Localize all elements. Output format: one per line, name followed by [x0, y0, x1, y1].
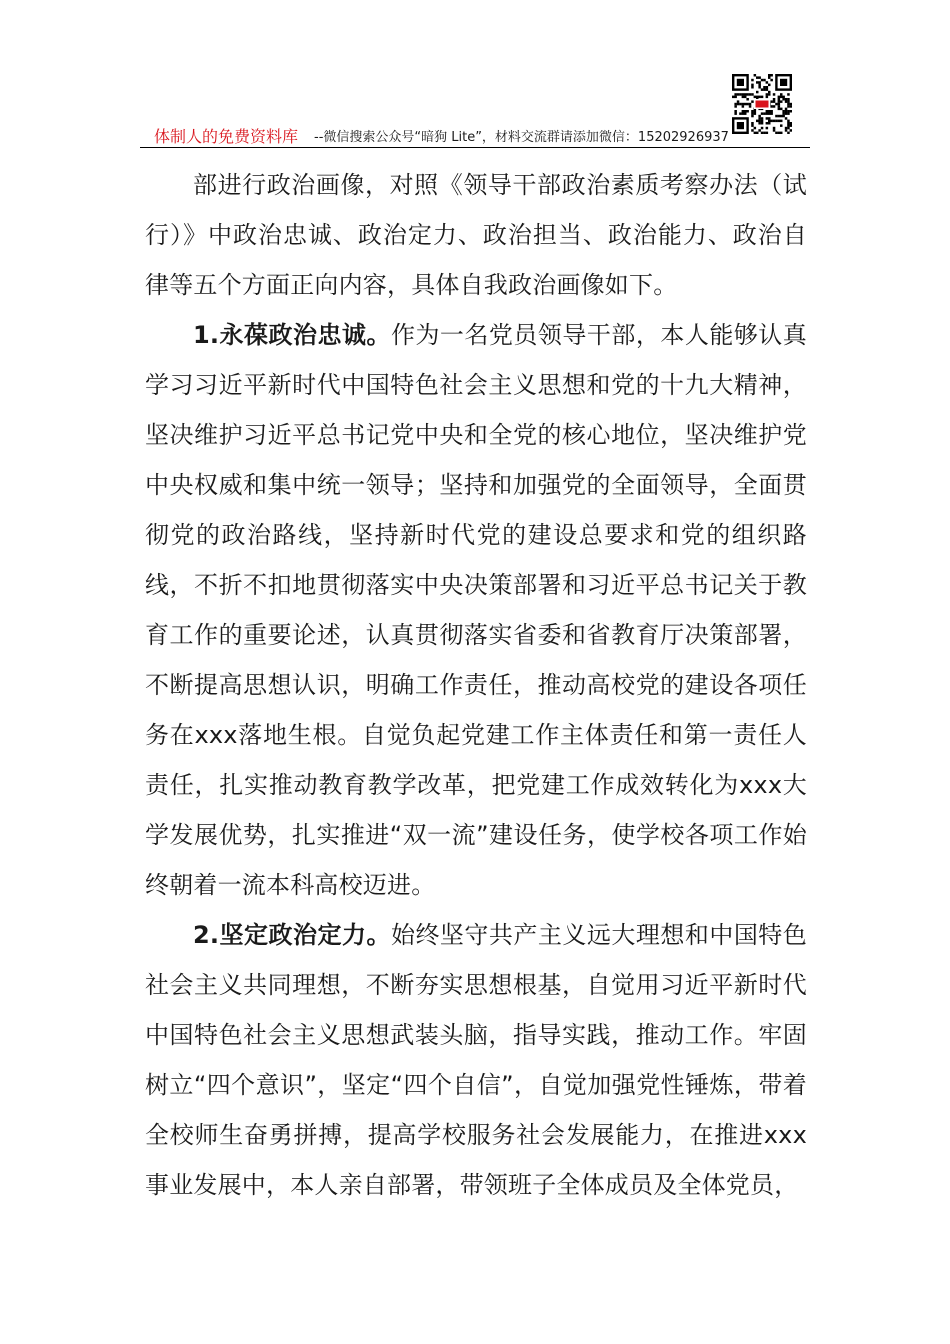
document-body	[145, 160, 807, 1210]
header-divider	[140, 147, 810, 148]
section-2-heading: 2.坚定政治定力。	[193, 921, 391, 949]
section-1-text: 作为一名党员领导干部，本人能够认真学习习近平新时代中国特色社会主义思想和党的十九大精神，坚决维护习近平总书记党中央和全党的核心地位，坚决维护党中央权威和集中统一领导；坚持和加强党的全面领导，全面贯彻党的政治路线，坚持新时代党的建设总要求和党的组织路线，不折不扣地贯彻落实中央决策部署和习近平总书记关于教育工作的重要论述，认真贯彻落实省委和省教育厅决策部署，不断提高思想认识，明确工作责任，推动高校党的建设各项任务在xxx落地生根。自觉负起党建工作主体责任和第一责任人责任，扎实推动教育教学改革，把党建工作成效转化为xxx大学发展优势，扎实推进“双一流”建设任务，使学校各项工作始终朝着一流本科高校迈进。	[145, 321, 807, 899]
qr-code-graphic	[732, 74, 792, 134]
qr-code-icon	[732, 74, 792, 134]
section-1-paragraph	[145, 310, 807, 910]
section-2-text: 始终坚守共产主义远大理想和中国特色社会主义共同理想，不断夯实思想根基，自觉用习近平新时代中国特色社会主义思想武装头脑，指导实践，推动工作。牢固树立“四个意识”，坚定“四个自信”，自觉加强党性锤炼，带着全校师生奋勇拼搏，提高学校服务社会发展能力，在推进xxx事业发展中，本人亲自部署，带领班子全体成员及全体党员，	[145, 921, 807, 1199]
header-note: --微信搜索公众号“暗狗 Lite”，材料交流群请添加微信：15202926937	[314, 130, 729, 145]
header-site-name: 体制人的免费资料库	[154, 127, 299, 146]
section-1-heading: 1.永葆政治忠诚。	[193, 321, 391, 349]
intro-paragraph: 部进行政治画像，对照《领导干部政治素质考察办法（试行）》中政治忠诚、政治定力、政治担当、政治能力、政治自律等五个方面正向内容，具体自我政治画像如下。	[145, 171, 807, 299]
section-2-paragraph	[145, 910, 807, 1210]
page-header	[140, 116, 810, 148]
